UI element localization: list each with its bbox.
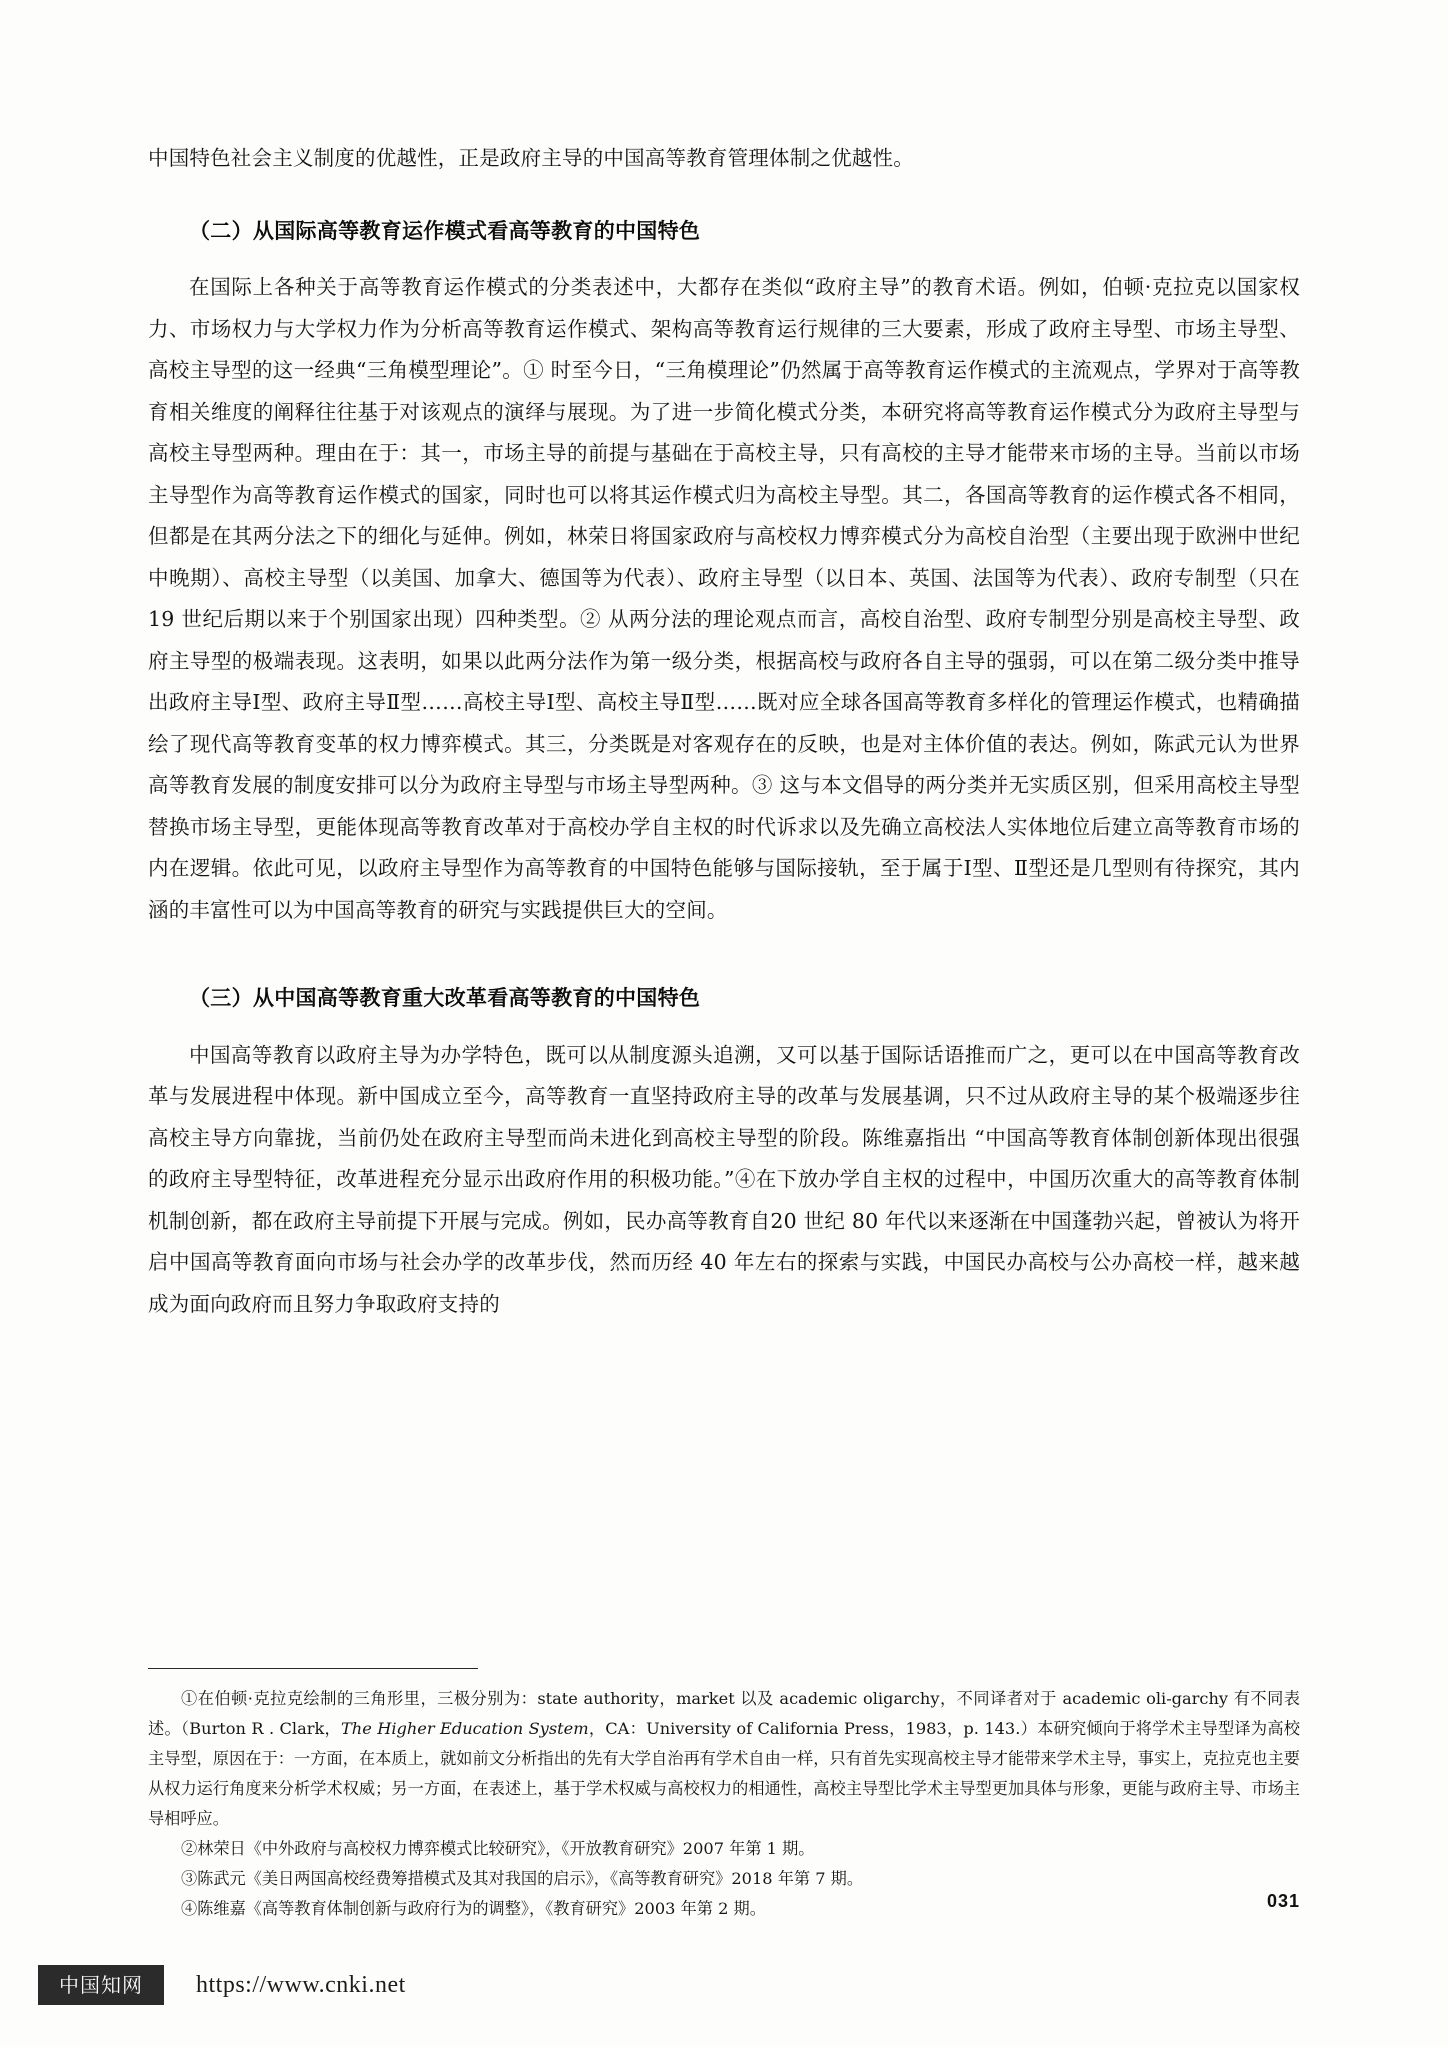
spacer (148, 180, 1300, 210)
footnote-1-part2: ，CA：University of California Press，1983，p. 143.）本研究倾向于将学术主导型译为高校主导型，原因在于：一方面，在本质上，就如前文分析指出的先有大学自治再有学术自由一样，只有首先实现高校主导才能带来学术主导，事实上，克拉克也主要从权力运行角度来分析学术权威；另一方面，在表述上，基于学术权威与高校权力的相通性，高校主导型比学术主导型更加具体与形象，更能与政府主导、市场主导相呼应。 (148, 1719, 1300, 1828)
cnki-logo: 中国知网 (38, 1965, 164, 2005)
footnote-item-2: ②林荣日《中外政府与高校权力博弈模式比较研究》，《开放教育研究》2007 年第 1 期。 (181, 1839, 815, 1858)
page-content (148, 138, 1300, 1325)
footnote-list (148, 1684, 1300, 1924)
footnote-item-3: ③陈武元《美日两国高校经费筹措模式及其对我国的启示》，《高等教育研究》2018 年第 7 期。 (181, 1869, 864, 1888)
section-heading-3: （三）从中国高等教育重大改革看高等教育的中国特色 (189, 985, 701, 1010)
footnote-divider (148, 1668, 478, 1669)
page-number: 031 (1266, 1891, 1300, 1911)
paragraph-intro: 中国特色社会主义制度的优越性，正是政府主导的中国高等教育管理体制之优越性。 (148, 146, 914, 170)
spacer (148, 251, 1300, 267)
paragraph-section-3: 中国高等教育以政府主导为办学特色，既可以从制度源头追溯，又可以基于国际话语推而广之，更可以在中国高等教育改革与发展进程中体现。新中国成立至今，高等教育一直坚持政府主导的改革与发展基调，只不过从政府主导的某个极端逐步往高校主导方向靠拢，当前仍处在政府主导型而尚未进化到高校主导型的阶段。陈维嘉指出 “中国高等教育体制创新体现出很强的政府主导型特征，改革进程充分显示出政府作用的积极功能。”④在下放办学自主权的过程中，中国历次重大的高等教育体制机制创新，都在政府主导前提下开展与完成。例如，民办高等教育自20 世纪 80 年代以来逐渐在中国蓬勃兴起，曾被认为将开启中国高等教育面向市场与社会办学的改革步伐，然而历经 40 年左右的探索与实践，中国民办高校与公办高校一样，越来越成为面向政府而且努力争取政府支持的 (148, 1042, 1300, 1316)
cnki-url-link[interactable]: https://www.cnki.net (196, 1972, 406, 1998)
footnote-1-italic-title: The Higher Education System (341, 1719, 589, 1738)
spacer (148, 1019, 1300, 1035)
footnote-1-part1: ①在伯顿·克拉克绘制的三角形里，三极分别为：state authority，market 以及 academic oligarchy，不同译者对于 academic oli-garchy 有不同表述。（Burton R . Clark， (148, 1689, 1300, 1738)
footnote-item-1 (148, 1684, 1300, 1834)
footer-bar (0, 1955, 1448, 2047)
footnote-item-4: ④陈维嘉《高等教育体制创新与政府行为的调整》，《教育研究》2003 年第 2 期。 (181, 1899, 766, 1918)
section-heading-2: （二）从国际高等教育运作模式看高等教育的中国特色 (189, 217, 701, 243)
spacer (148, 931, 1300, 977)
paragraph-section-2: 在国际上各种关于高等教育运作模式的分类表述中，大都存在类似“政府主导”的教育术语。例如，伯顿·克拉克以国家权力、市场权力与大学权力作为分析高等教育运作模式、架构高等教育运行规律的三大要素，形成了政府主导型、市场主导型、高校主导型的这一经典“三角模型理论”。① 时至今日，“三角模理论”仍然属于高等教育运作模式的主流观点，学界对于高等教育相关维度的阐释往往基于对该观点的演绎与展现。为了进一步简化模式分类，本研究将高等教育运作模式分为政府主导型与高校主导型两种。理由在于：其一，市场主导的前提与基础在于高校主导，只有高校的主导才能带来市场的主导。当前以市场主导型作为高等教育运作模式的国家，同时也可以将其运作模式归为高校主导型。其二，各国高等教育的运作模式各不相同，但都是在其两分法之下的细化与延伸。例如，林荣日将国家政府与高校权力博弈模式分为高校自治型（主要出现于欧洲中世纪中晚期）、高校主导型（以美国、加拿大、德国等为代表）、政府主导型（以日本、英国、法国等为代表）、政府专制型（只在 19 世纪后期以来于个别国家出现）四种类型。② 从两分法的理论观点而言，高校自治型、政府专制型分别是高校主导型、政府主导型的极端表现。这表明，如果以此两分法作为第一级分类，根据高校与政府各自主导的强弱，可以在第二级分类中推导出政府主导Ⅰ型、政府主导Ⅱ型……高校主导Ⅰ型、高校主导Ⅱ型……既对应全球各国高等教育多样化的管理运作模式，也精确描绘了现代高等教育变革的权力博弈模式。其三，分类既是对客观存在的反映，也是对主体价值的表达。例如，陈武元认为世界高等教育发展的制度安排可以分为政府主导型与市场主导型两种。③ 这与本文倡导的两分类并无实质区别，但采用高校主导型替换市场主导型，更能体现高等教育改革对于高校办学自主权的时代诉求以及先确立高校法人实体地位后建立高等教育市场的内在逻辑。依此可见，以政府主导型作为高等教育的中国特色能够与国际接轨，至于属于Ⅰ型、Ⅱ型还是几型则有待探究，其内涵的丰富性可以为中国高等教育的研究与实践提供巨大的空间。 (148, 275, 1300, 922)
